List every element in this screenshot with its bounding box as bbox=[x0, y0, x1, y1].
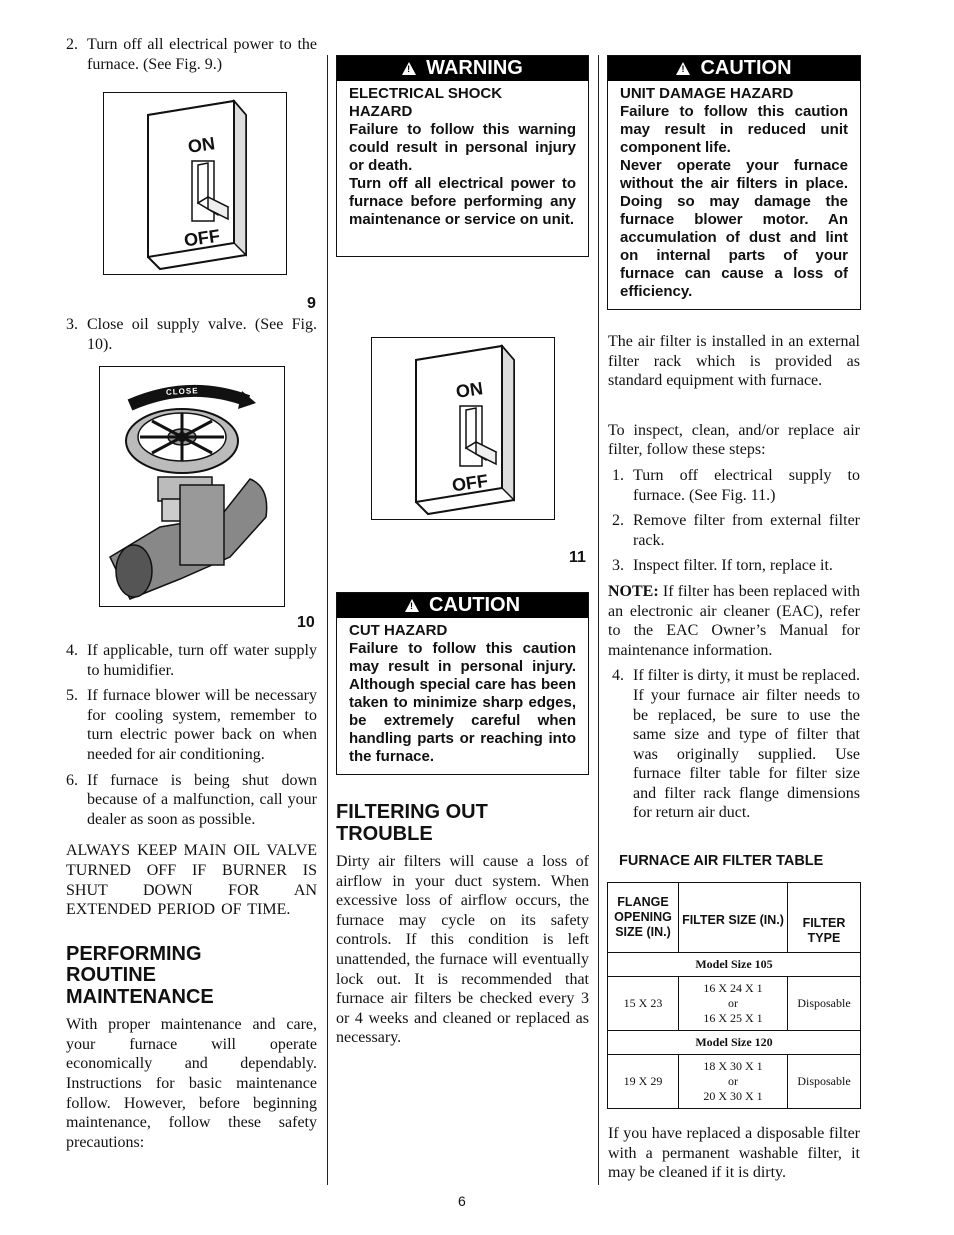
heading-line: MAINTENANCE bbox=[66, 985, 214, 1008]
hazard-title: HAZARD bbox=[349, 103, 413, 120]
caution-header bbox=[337, 593, 588, 618]
figure-11-switch bbox=[371, 337, 555, 520]
step-6 bbox=[66, 771, 317, 830]
filter-table bbox=[607, 882, 861, 1109]
figure-number: 10 bbox=[297, 614, 315, 631]
table-row bbox=[608, 977, 861, 1031]
step-number: 5. bbox=[66, 687, 78, 705]
step-number: 3. bbox=[66, 316, 78, 333]
caution-text: Never operate your furnace without the air filters in place. Doing so may damage the furnace blower motor. An accumulation of dust and lint on internal parts of your furnace can cause a loss of efficiency. bbox=[620, 157, 848, 300]
step-4 bbox=[612, 666, 860, 823]
step-number: 2. bbox=[612, 512, 624, 530]
warning-triangle-icon bbox=[676, 62, 690, 75]
warning-header bbox=[337, 56, 588, 81]
caution-title: CAUTION bbox=[700, 57, 792, 79]
column-divider bbox=[598, 55, 599, 1185]
step-4 bbox=[66, 641, 317, 680]
warning-text: Failure to follow this warning could result in personal injury or death. bbox=[349, 121, 576, 174]
figure-10-valve bbox=[99, 366, 285, 607]
step-text: If furnace blower will be necessary for cooling system, remember to turn electric power back on when needed for air conditioning. bbox=[87, 687, 317, 763]
heading-line: PERFORMING bbox=[66, 942, 202, 965]
flange-size: 15 X 23 bbox=[608, 977, 679, 1031]
step-2 bbox=[612, 511, 860, 550]
hazard-title: ELECTRICAL SHOCK bbox=[349, 85, 503, 102]
step-text: If furnace is being shut down because of a malfunction, call your dealer as soon as possible. bbox=[87, 771, 317, 828]
warning-triangle-icon bbox=[402, 62, 416, 75]
on-label: ON bbox=[454, 378, 485, 402]
oil-valve-icon bbox=[100, 367, 284, 606]
step-text: Remove filter from external filter rack. bbox=[633, 512, 860, 549]
section-heading-filtering bbox=[336, 802, 589, 845]
table-row bbox=[608, 1031, 861, 1055]
filtering-paragraph: Dirty air filters will cause a loss of airflow in your duct system. When excessive loss of airflow occurs, the furnace may cycle on its safety controls. If this condition is left unattended, the furnace will eventually lock out. It is recommended that furnace air filters be checked every 3 or 4 weeks and cleaned or replaced as necessary. bbox=[336, 853, 589, 1047]
table-row bbox=[608, 953, 861, 977]
column-divider bbox=[327, 55, 328, 1185]
off-label: OFF bbox=[450, 470, 490, 496]
table-row bbox=[608, 1055, 861, 1109]
table-header-row bbox=[608, 883, 861, 953]
section-heading-maintenance bbox=[66, 944, 317, 1009]
step-2 bbox=[66, 35, 317, 74]
step-1 bbox=[612, 466, 860, 505]
flange-size: 19 X 29 bbox=[608, 1055, 679, 1109]
step-text: Turn off all electrical power to the furnace. (See Fig. 9.) bbox=[87, 36, 317, 73]
filter-size-option: 16 X 25 X 1 bbox=[703, 1011, 763, 1025]
figure-number: 11 bbox=[569, 549, 586, 566]
step-text: If filter is dirty, it must be replaced. If your furnace air filter needs to be replaced, be sure to use the same size and type of filter that was originally supplied. Use furnace filter table for filter size and filter rack flange dimensions for return air duct. bbox=[633, 667, 860, 822]
inspect-intro-paragraph: To inspect, clean, and/or replace air filter, follow these steps: bbox=[608, 421, 860, 459]
filter-size-option: 16 X 24 X 1 bbox=[703, 981, 763, 995]
caution-box-unit-damage bbox=[607, 55, 861, 310]
caution-box-cut-hazard bbox=[336, 592, 589, 775]
step-text: Inspect filter. If torn, replace it. bbox=[633, 557, 833, 575]
filter-location-paragraph: The air filter is installed in an external filter rack which is provided as standard equipment with furnace. bbox=[608, 333, 860, 390]
heading-line: FILTERING OUT bbox=[336, 801, 488, 823]
step-number: 4. bbox=[66, 642, 78, 659]
column-header: FILTER SIZE (IN.) bbox=[679, 883, 788, 953]
step-number: 6. bbox=[66, 771, 78, 789]
step-3 bbox=[612, 556, 860, 576]
step-number: 3. bbox=[612, 557, 624, 575]
figure-number: 9 bbox=[307, 295, 316, 312]
note-paragraph bbox=[608, 582, 860, 660]
filter-size bbox=[679, 1055, 788, 1109]
page-number: 6 bbox=[458, 1193, 466, 1209]
filter-size-option: 20 X 30 X 1 bbox=[703, 1089, 763, 1103]
hazard-title: UNIT DAMAGE HAZARD bbox=[620, 85, 794, 102]
column-header: FILTER TYPE bbox=[788, 883, 861, 953]
caution-body bbox=[608, 81, 860, 301]
model-label: Model Size 105 bbox=[608, 953, 861, 977]
step-number: 2. bbox=[66, 36, 78, 53]
warning-body bbox=[337, 81, 588, 229]
warning-box bbox=[336, 55, 589, 257]
filter-size bbox=[679, 977, 788, 1031]
close-label: CLOSE bbox=[165, 386, 199, 397]
step-number: 4. bbox=[612, 667, 624, 685]
or-text: or bbox=[728, 996, 738, 1010]
caution-text: Failure to follow this caution may result in personal injury. Although special care has been taken to minimize sharp edges, be extremely careful when handling parts or reaching into the furnace. bbox=[349, 640, 576, 765]
caution-header bbox=[608, 56, 860, 81]
caution-body bbox=[337, 618, 588, 766]
warning-text: Turn off all electrical power to furnace before performing any maintenance or service on unit. bbox=[349, 175, 576, 228]
filter-type: Disposable bbox=[788, 977, 861, 1031]
warning-title: WARNING bbox=[426, 57, 523, 79]
step-3 bbox=[66, 315, 317, 354]
column-header: FLANGE OPENING SIZE (IN.) bbox=[608, 883, 679, 953]
caution-text: Failure to follow this caution may result in reduced unit component life. bbox=[620, 103, 848, 156]
step-text: If applicable, turn off water supply to humidifier. bbox=[87, 642, 317, 679]
step-5 bbox=[66, 686, 317, 764]
figure-9-switch bbox=[103, 92, 287, 275]
heading-line: ROUTINE bbox=[66, 964, 156, 987]
note-text: If filter has been replaced with an electronic air cleaner (EAC), refer to the EAC Owner’s Manual for maintenance information. bbox=[608, 582, 860, 659]
step-text: Turn off electrical supply to furnace. (See Fig. 11.) bbox=[633, 466, 860, 504]
maintenance-paragraph: With proper maintenance and care, your furnace will operate economically and dependably. Instructions for basic maintenance follow. However, before beginning maintenance, follow these safety precautions: bbox=[66, 1016, 317, 1151]
step-number: 1. bbox=[612, 466, 624, 484]
note-label: NOTE: bbox=[608, 582, 659, 600]
or-text: or bbox=[728, 1074, 738, 1088]
heading-line: TROUBLE bbox=[336, 822, 433, 845]
hazard-title: CUT HAZARD bbox=[349, 622, 448, 639]
filter-size-option: 18 X 30 X 1 bbox=[703, 1059, 763, 1073]
warning-triangle-icon bbox=[405, 599, 419, 612]
washable-filter-paragraph: If you have replaced a disposable filter with a permanent washable filter, it may be cleaned if it is dirty. bbox=[608, 1125, 860, 1182]
oil-valve-notice: ALWAYS KEEP MAIN OIL VALVE TURNED OFF IF BURNER IS SHUT DOWN FOR AN EXTENDED PERIOD OF TIME. bbox=[66, 842, 317, 919]
off-label: OFF bbox=[182, 225, 222, 251]
step-text: Close oil supply valve. (See Fig. 10). bbox=[87, 316, 317, 353]
caution-title: CAUTION bbox=[428, 594, 521, 616]
on-label: ON bbox=[186, 133, 217, 157]
table-title: FURNACE AIR FILTER TABLE bbox=[619, 853, 824, 869]
filter-type: Disposable bbox=[788, 1055, 861, 1109]
model-label: Model Size 120 bbox=[608, 1031, 861, 1055]
